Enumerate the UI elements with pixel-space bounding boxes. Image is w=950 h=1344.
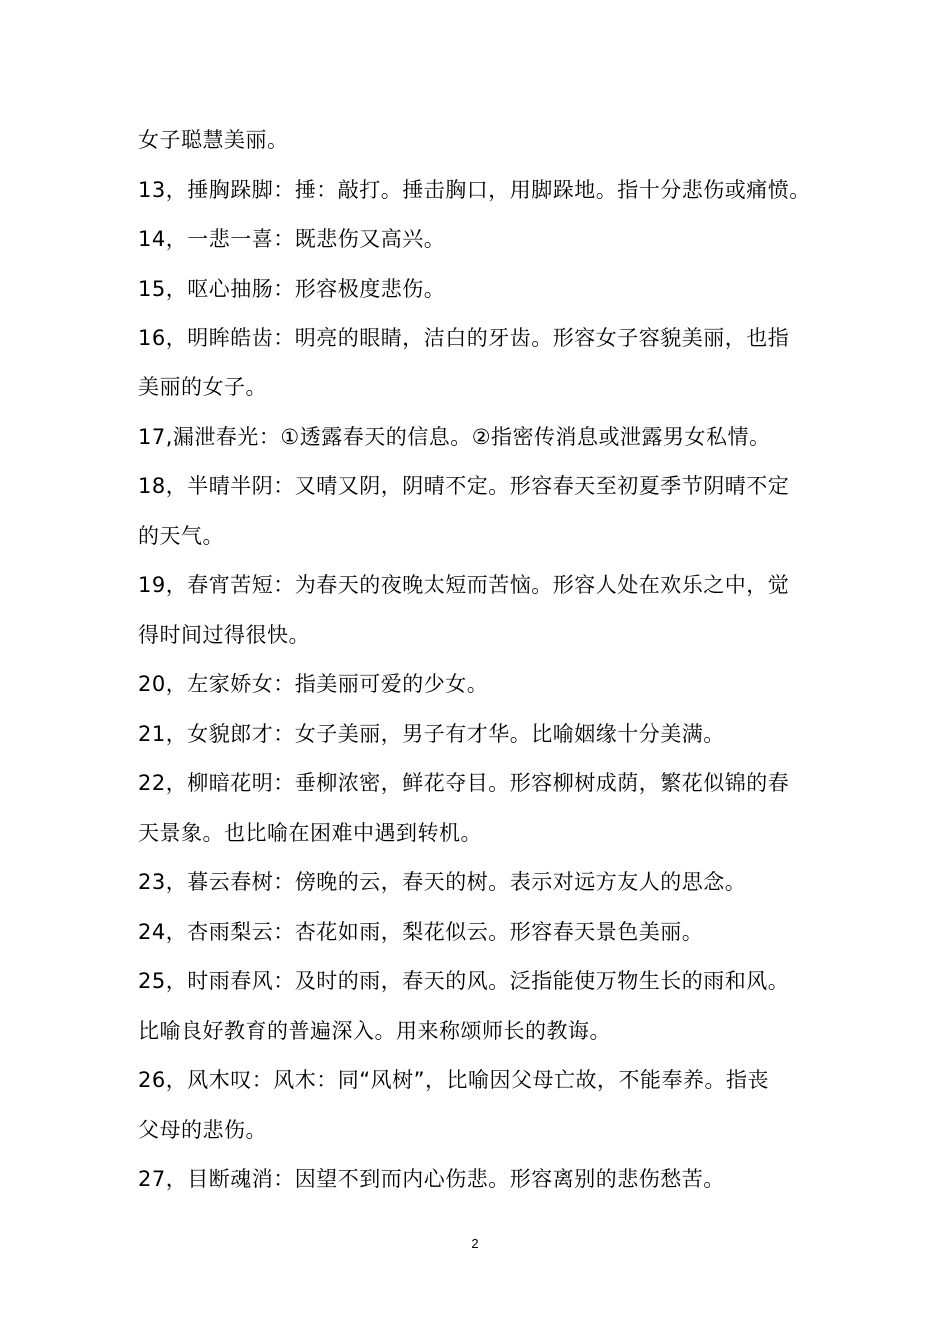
text-line: 比喻良好教育的普遍深入。用来称颂师长的教诲。 xyxy=(138,1019,611,1043)
text-line: 20，左家娇女：指美丽可爱的少女。 xyxy=(138,672,489,696)
text-line: 女子聪慧美丽。 xyxy=(138,128,289,152)
text-line: 16，明眸皓齿：明亮的眼睛，洁白的牙齿。形容女子容貌美丽，也指 xyxy=(138,326,790,350)
text-line: 25，时雨春风：及时的雨，春天的风。泛指能使万物生长的雨和风。 xyxy=(138,969,790,993)
text-line: 18，半晴半阴：又晴又阴，阴晴不定。形容春天至初夏季节阴晴不定 xyxy=(138,474,790,498)
text-line: 美丽的女子。 xyxy=(138,375,267,399)
text-line: 23，暮云春树：傍晚的云，春天的树。表示对远方友人的思念。 xyxy=(138,870,747,894)
text-line: 24，杏雨梨云：杏花如雨，梨花似云。形容春天景色美丽。 xyxy=(138,920,704,944)
text-line: 14，一悲一喜：既悲伤又高兴。 xyxy=(138,227,446,251)
text-line: 26，风木叹：风木：同“风树”，比喻因父母亡故，不能奉养。指丧 xyxy=(138,1068,769,1092)
text-line: 17,漏泄春光：①透露春天的信息。②指密传消息或泄露男女私情。 xyxy=(138,425,771,449)
text-line: 19，春宵苦短：为春天的夜晚太短而苦恼。形容人处在欢乐之中，觉 xyxy=(138,573,790,597)
text-line: 的天气。 xyxy=(138,524,224,548)
text-line: 27，目断魂消：因望不到而内心伤悲。形容离别的悲伤愁苦。 xyxy=(138,1167,725,1191)
page-number: 2 xyxy=(471,1236,479,1251)
text-line: 父母的悲伤。 xyxy=(138,1118,267,1142)
text-line: 21，女貌郎才：女子美丽，男子有才华。比喻姻缘十分美满。 xyxy=(138,722,725,746)
text-line: 13，捶胸跺脚：捶：敲打。捶击胸口，用脚跺地。指十分悲伤或痛愤。 xyxy=(138,178,811,202)
text-line: 22，柳暗花明：垂柳浓密，鲜花夺目。形容柳树成荫，繁花似锦的春 xyxy=(138,771,790,795)
text-line: 15，呕心抽肠：形容极度悲伤。 xyxy=(138,277,446,301)
text-line: 天景象。也比喻在困难中遇到转机。 xyxy=(138,821,482,845)
text-line: 得时间过得很快。 xyxy=(138,623,310,647)
